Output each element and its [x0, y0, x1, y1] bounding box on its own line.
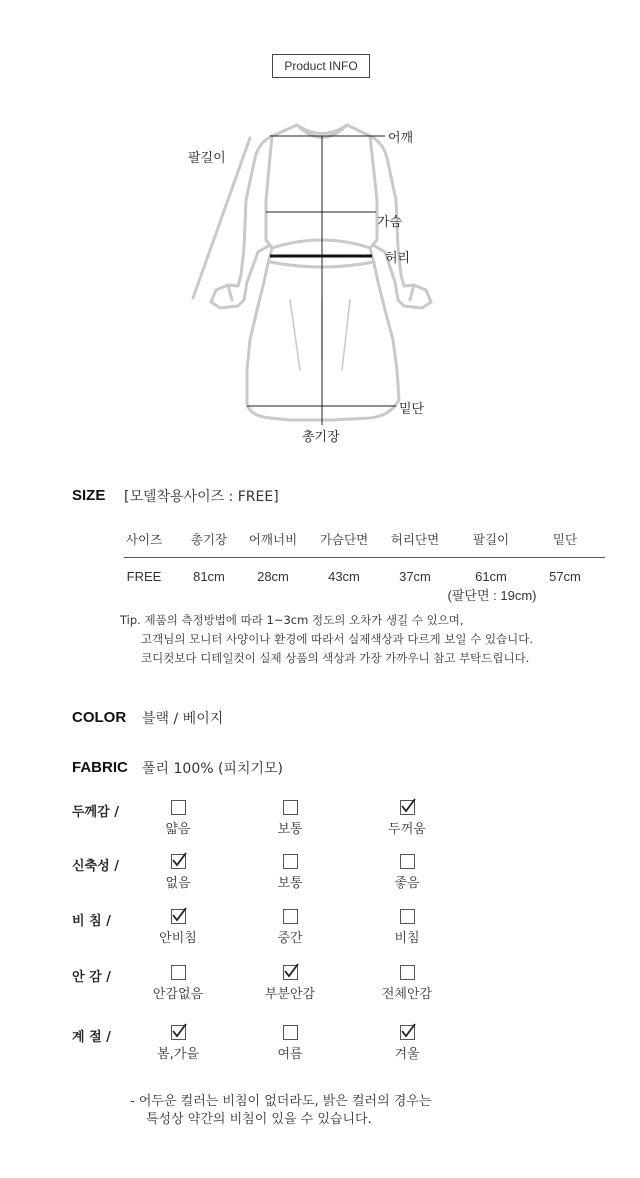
table-divider: [124, 557, 605, 558]
attribute-option-label: 보통: [277, 822, 303, 837]
attribute-option-label: 두꺼움: [388, 822, 426, 837]
attribute-option: [352, 965, 462, 1002]
attribute-option: [352, 909, 462, 946]
attribute-label: 계 절 /: [72, 1030, 111, 1045]
attribute-option: [235, 909, 345, 946]
model-size-note: [모델착용사이즈 : FREE]: [124, 489, 279, 505]
product-info-title: Product INFO: [272, 54, 370, 78]
checkbox-icon: [171, 965, 186, 980]
attribute-option: [235, 800, 345, 837]
size-col-header: 어깨너비: [248, 532, 298, 547]
attribute-option-label: 좋음: [394, 876, 420, 891]
waist-label: 허리: [385, 251, 411, 266]
sleeve-length-label: 팔길이: [188, 151, 226, 166]
checked-checkbox-icon: [171, 909, 186, 924]
size-col-header: 팔길이: [472, 532, 510, 547]
attribute-option-label: 안감없음: [152, 987, 204, 1002]
attribute-option-label: 보통: [277, 876, 303, 891]
size-col-header: 가슴단면: [319, 532, 369, 547]
checkbox-icon: [171, 800, 186, 815]
attribute-label: 두께감 /: [72, 805, 119, 820]
checkbox-icon: [283, 800, 298, 815]
attribute-option-label: 비침: [394, 931, 420, 946]
attribute-option: [123, 965, 233, 1002]
size-cell: FREE: [126, 569, 162, 584]
sleeve-width-note: (팔단면 : 19cm): [447, 588, 537, 603]
attribute-option: [352, 800, 462, 837]
size-col-header: 총기장: [190, 532, 228, 547]
size-cell: 81cm: [193, 569, 225, 584]
checkbox-icon: [400, 965, 415, 980]
footnote-line: 특성상 약간의 비침이 있을 수 있습니다.: [146, 1112, 372, 1127]
color-value: 블랙 / 베이지: [142, 711, 224, 727]
attribute-option: [352, 854, 462, 891]
size-cell: 37cm: [399, 569, 431, 584]
attribute-option: [123, 1025, 233, 1062]
color-heading: COLOR: [72, 709, 127, 726]
size-col-header: 사이즈: [125, 532, 163, 547]
attribute-option: [123, 800, 233, 837]
fabric-value: 폴리 100% (피치기모): [142, 761, 283, 777]
checked-checkbox-icon: [171, 1025, 186, 1040]
attribute-option-label: 전체안감: [381, 987, 433, 1002]
tip-line: Tip. 제품의 측정방법에 따라 1~3cm 정도의 오차가 생길 수 있으며,: [120, 613, 464, 627]
attribute-option-label: 봄,가을: [157, 1047, 199, 1062]
attribute-option-label: 여름: [277, 1047, 303, 1062]
chest-label: 가슴: [377, 215, 403, 230]
attribute-option-label: 중간: [277, 931, 303, 946]
size-col-header: 밑단: [552, 532, 578, 547]
size-heading: SIZE: [72, 487, 106, 504]
checkbox-icon: [283, 854, 298, 869]
attribute-option-label: 얇음: [165, 822, 191, 837]
checkbox-icon: [283, 909, 298, 924]
size-cell: 57cm: [549, 569, 581, 584]
attribute-option-label: 없음: [165, 876, 191, 891]
attribute-option: [352, 1025, 462, 1062]
checked-checkbox-icon: [171, 854, 186, 869]
attribute-option: [235, 965, 345, 1002]
checkbox-icon: [400, 909, 415, 924]
total-length-label: 총기장: [302, 430, 340, 445]
attribute-option: [123, 854, 233, 891]
attribute-option: [123, 909, 233, 946]
tip-line: 고객님의 모니터 사양이나 환경에 따라서 실제색상과 다르게 보일 수 있습니다.: [141, 632, 534, 646]
attribute-option: [235, 1025, 345, 1062]
size-cell: 61cm: [475, 569, 507, 584]
checked-checkbox-icon: [283, 965, 298, 980]
attribute-option: [235, 854, 345, 891]
attribute-option-label: 겨울: [394, 1047, 420, 1062]
fabric-heading: FABRIC: [72, 759, 128, 776]
attribute-label: 비 침 /: [72, 914, 111, 929]
shoulder-label: 어깨: [388, 131, 414, 146]
attribute-label: 안 감 /: [72, 970, 111, 985]
size-cell: 43cm: [328, 569, 360, 584]
size-cell: 28cm: [257, 569, 289, 584]
checked-checkbox-icon: [400, 1025, 415, 1040]
checkbox-icon: [400, 854, 415, 869]
attribute-label: 신축성 /: [72, 859, 119, 874]
checked-checkbox-icon: [400, 800, 415, 815]
checkbox-icon: [283, 1025, 298, 1040]
attribute-option-label: 부분안감: [264, 987, 316, 1002]
footnote-line: - 어두운 컬러는 비침이 없더라도, 밝은 컬러의 경우는: [130, 1094, 432, 1109]
attribute-option-label: 안비침: [159, 931, 197, 946]
hem-label: 밑단: [399, 402, 425, 417]
tip-line: 코디컷보다 디테일컷이 실제 상품의 색상과 가장 가까우니 참고 부탁드립니다.: [141, 651, 530, 665]
size-col-header: 허리단면: [390, 532, 440, 547]
dress-outline: [211, 125, 431, 420]
